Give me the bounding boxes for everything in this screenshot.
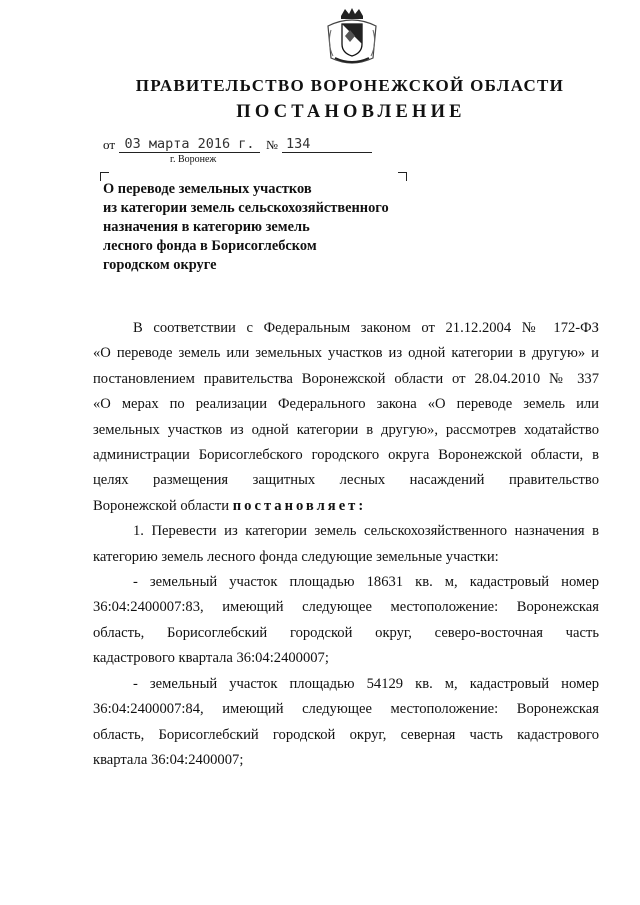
plot-1-paragraph — [93, 570, 599, 672]
subject-line: из категории земель сельскохозяйственного — [103, 200, 389, 216]
document-number: 134 — [282, 137, 372, 153]
body-line: - земельный участок площадью 54129 кв. м, кадастровый номер — [133, 675, 599, 692]
body-line: В соответствии с Федеральным законом от 21.12.2004 № 172-ФЗ — [133, 320, 599, 336]
document-subject — [103, 180, 423, 275]
body-line: постановлением правительства Воронежской области от 28.04.2010 № 337 — [93, 370, 599, 387]
body-line: - земельный участок площадью 18631 кв. м, кадастровый номер — [133, 574, 599, 591]
subject-line: лесного фонда в Борисоглебском — [103, 238, 317, 254]
government-title: ПРАВИТЕЛЬСТВО ВОРОНЕЖСКОЙ ОБЛАСТИ — [135, 76, 565, 95]
body-line: целях размещения защитных лесных насаждений правительство — [93, 472, 599, 489]
document-date-number-row — [103, 137, 372, 153]
body-line-text: Воронежской области — [93, 497, 230, 514]
document-date: 03 марта 2016 г. — [119, 137, 260, 153]
body-line: 1. Перевести из категории земель сельскохозяйственного назначения в — [133, 523, 599, 540]
body-line: категорию земель лесного фонда следующие земельные участки: — [93, 548, 499, 565]
subject-line: назначения в категорию земель — [103, 219, 310, 235]
body-line: земельных участков из одной категории в другую», рассмотрев ходатайство — [93, 421, 599, 438]
body-line: область, Борисоглебский городской округ, северо-восточная часть — [93, 624, 599, 641]
body-line — [93, 494, 599, 519]
body-line: «О переводе земель или земельных участков из одной категории в другую» и — [93, 345, 599, 362]
resolution-word: постановляет: — [232, 497, 367, 514]
body-line: администрации Борисоглебского городского округа Воронежской области, в — [93, 447, 599, 464]
document-city: г. Воронеж — [170, 154, 217, 165]
voronezh-coat-of-arms-icon — [323, 6, 381, 68]
date-prefix: от — [103, 137, 116, 152]
preamble-paragraph — [93, 316, 599, 519]
body-line: область, Борисоглебский городской округ, северная часть кадастрового — [93, 726, 599, 743]
document-body — [93, 316, 599, 773]
body-line: 36:04:2400007:84, имеющий следующее местоположение: Воронежская — [93, 701, 599, 718]
item-1-paragraph — [93, 519, 599, 570]
body-line: квартала 36:04:2400007; — [93, 751, 244, 768]
subject-line: О переводе земельных участков — [103, 181, 312, 197]
number-label: № — [266, 138, 278, 152]
subject-line: городском округе — [103, 257, 217, 273]
body-line: «О мерах по реализации Федерального закона «О переводе земель или — [93, 396, 599, 413]
plot-2-paragraph — [93, 672, 599, 774]
body-line: кадастрового квартала 36:04:2400007; — [93, 650, 329, 667]
document-type-title: ПОСТАНОВЛЕНИЕ — [236, 102, 466, 122]
body-line: 36:04:2400007:83, имеющий следующее местоположение: Воронежская — [93, 599, 599, 616]
